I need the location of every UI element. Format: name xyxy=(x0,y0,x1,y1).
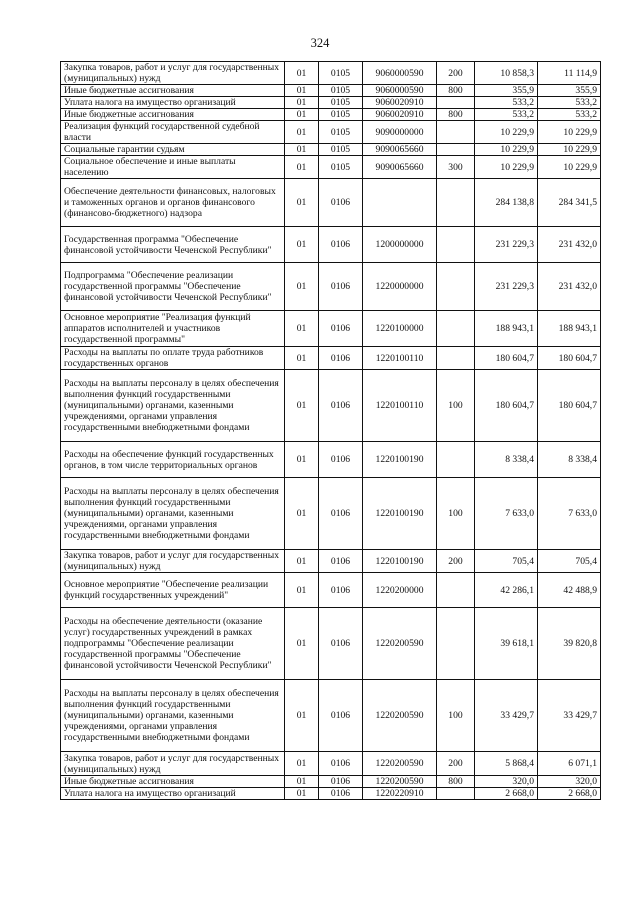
table-row xyxy=(61,573,601,608)
amount-second-year-cell: 33 429,7 xyxy=(538,680,601,752)
subsection-code-cell: 0106 xyxy=(319,788,363,800)
amount-first-year-cell: 10 229,9 xyxy=(475,144,538,156)
section-code-cell: 01 xyxy=(285,179,319,227)
expense-type-code-cell: 200 xyxy=(437,62,475,85)
table-row xyxy=(61,550,601,573)
row-name-cell: Расходы на выплаты персоналу в целях обеспечения выполнения функций государственными (муниципальными) органами, казенными учреждениями, органами управления государственными внебюджетными фондами xyxy=(61,478,285,550)
table-row xyxy=(61,370,601,442)
subsection-code-cell: 0106 xyxy=(319,573,363,608)
target-article-code-cell: 9060020910 xyxy=(363,109,437,121)
table-row xyxy=(61,179,601,227)
expense-type-code-cell xyxy=(437,311,475,347)
table-row xyxy=(61,608,601,680)
subsection-code-cell: 0106 xyxy=(319,179,363,227)
amount-second-year-cell: 533,2 xyxy=(538,109,601,121)
target-article-code-cell: 1220100110 xyxy=(363,347,437,370)
target-article-code-cell: 1220200590 xyxy=(363,608,437,680)
section-code-cell: 01 xyxy=(285,550,319,573)
expense-type-code-cell: 100 xyxy=(437,680,475,752)
amount-first-year-cell: 42 286,1 xyxy=(475,573,538,608)
amount-second-year-cell: 6 071,1 xyxy=(538,752,601,776)
row-name-cell: Социальные гарантии судьям xyxy=(61,144,285,156)
amount-first-year-cell: 5 868,4 xyxy=(475,752,538,776)
amount-first-year-cell: 2 668,0 xyxy=(475,788,538,800)
section-code-cell: 01 xyxy=(285,109,319,121)
section-code-cell: 01 xyxy=(285,370,319,442)
table-row xyxy=(61,788,601,800)
amount-second-year-cell: 705,4 xyxy=(538,550,601,573)
amount-first-year-cell: 10 229,9 xyxy=(475,156,538,179)
target-article-code-cell: 1220100190 xyxy=(363,442,437,478)
amount-second-year-cell: 2 668,0 xyxy=(538,788,601,800)
subsection-code-cell: 0105 xyxy=(319,121,363,144)
amount-second-year-cell: 188 943,1 xyxy=(538,311,601,347)
amount-second-year-cell: 231 432,0 xyxy=(538,227,601,263)
subsection-code-cell: 0105 xyxy=(319,62,363,85)
section-code-cell: 01 xyxy=(285,311,319,347)
target-article-code-cell: 1220100190 xyxy=(363,478,437,550)
row-name-cell: Закупка товаров, работ и услуг для государственных (муниципальных) нужд xyxy=(61,550,285,573)
amount-second-year-cell: 11 114,9 xyxy=(538,62,601,85)
amount-first-year-cell: 8 338,4 xyxy=(475,442,538,478)
target-article-code-cell: 1220200000 xyxy=(363,573,437,608)
subsection-code-cell: 0105 xyxy=(319,144,363,156)
table-row xyxy=(61,62,601,85)
expense-type-code-cell: 200 xyxy=(437,752,475,776)
expense-type-code-cell xyxy=(437,121,475,144)
section-code-cell: 01 xyxy=(285,573,319,608)
amount-first-year-cell: 10 229,9 xyxy=(475,121,538,144)
expense-type-code-cell xyxy=(437,179,475,227)
subsection-code-cell: 0105 xyxy=(319,109,363,121)
target-article-code-cell: 9090065660 xyxy=(363,156,437,179)
target-article-code-cell: 1220200590 xyxy=(363,752,437,776)
amount-second-year-cell: 533,2 xyxy=(538,97,601,109)
expense-type-code-cell: 800 xyxy=(437,776,475,788)
table-row xyxy=(61,752,601,776)
expense-type-code-cell: 100 xyxy=(437,478,475,550)
expense-type-code-cell xyxy=(437,144,475,156)
amount-second-year-cell: 284 341,5 xyxy=(538,179,601,227)
amount-first-year-cell: 180 604,7 xyxy=(475,347,538,370)
page-number: 324 xyxy=(310,36,330,50)
expense-type-code-cell xyxy=(437,788,475,800)
amount-first-year-cell: 7 633,0 xyxy=(475,478,538,550)
amount-first-year-cell: 10 858,3 xyxy=(475,62,538,85)
row-name-cell: Расходы на выплаты персоналу в целях обеспечения выполнения функций государственными (муниципальными) органами, казенными учреждениями, органами управления государственными внебюджетными фондами xyxy=(61,680,285,752)
row-name-cell: Подпрограмма "Обеспечение реализации государственной программы "Обеспечение финансовой устойчивости Чеченской Республики" xyxy=(61,263,285,311)
table-row xyxy=(61,144,601,156)
amount-first-year-cell: 188 943,1 xyxy=(475,311,538,347)
table-row xyxy=(61,442,601,478)
section-code-cell: 01 xyxy=(285,263,319,311)
amount-second-year-cell: 10 229,9 xyxy=(538,144,601,156)
subsection-code-cell: 0106 xyxy=(319,370,363,442)
amount-first-year-cell: 320,0 xyxy=(475,776,538,788)
amount-second-year-cell: 10 229,9 xyxy=(538,156,601,179)
table-row xyxy=(61,227,601,263)
table-row xyxy=(61,311,601,347)
target-article-code-cell xyxy=(363,179,437,227)
expense-type-code-cell xyxy=(437,227,475,263)
target-article-code-cell: 9090065660 xyxy=(363,144,437,156)
amount-second-year-cell: 231 432,0 xyxy=(538,263,601,311)
target-article-code-cell: 1200000000 xyxy=(363,227,437,263)
amount-first-year-cell: 231 229,3 xyxy=(475,227,538,263)
target-article-code-cell: 1220100110 xyxy=(363,370,437,442)
row-name-cell: Основное мероприятие "Реализация функций аппаратов исполнителей и участников государственной программы" xyxy=(61,311,285,347)
table-row xyxy=(61,347,601,370)
expense-type-code-cell: 800 xyxy=(437,85,475,97)
expense-type-code-cell xyxy=(437,263,475,311)
table-row xyxy=(61,85,601,97)
expense-type-code-cell: 800 xyxy=(437,109,475,121)
row-name-cell: Иные бюджетные ассигнования xyxy=(61,109,285,121)
table-row xyxy=(61,109,601,121)
budget-table-body xyxy=(61,62,601,800)
amount-first-year-cell: 180 604,7 xyxy=(475,370,538,442)
row-name-cell: Закупка товаров, работ и услуг для государственных (муниципальных) нужд xyxy=(61,752,285,776)
section-code-cell: 01 xyxy=(285,680,319,752)
expense-type-code-cell: 100 xyxy=(437,370,475,442)
budget-table xyxy=(60,61,601,800)
section-code-cell: 01 xyxy=(285,478,319,550)
row-name-cell: Расходы на обеспечение деятельности (оказание услуг) государственных учреждений в рамках подпрограммы "Обеспечение реализации государственной программы "Обеспечение финансовой устойчивости Чеченской Республики" xyxy=(61,608,285,680)
amount-first-year-cell: 355,9 xyxy=(475,85,538,97)
amount-second-year-cell: 180 604,7 xyxy=(538,347,601,370)
expense-type-code-cell: 300 xyxy=(437,156,475,179)
section-code-cell: 01 xyxy=(285,442,319,478)
section-code-cell: 01 xyxy=(285,156,319,179)
target-article-code-cell: 1220200590 xyxy=(363,680,437,752)
section-code-cell: 01 xyxy=(285,85,319,97)
table-row xyxy=(61,156,601,179)
expense-type-code-cell xyxy=(437,97,475,109)
amount-second-year-cell: 180 604,7 xyxy=(538,370,601,442)
row-name-cell: Иные бюджетные ассигнования xyxy=(61,776,285,788)
subsection-code-cell: 0105 xyxy=(319,85,363,97)
subsection-code-cell: 0106 xyxy=(319,776,363,788)
target-article-code-cell: 1220100000 xyxy=(363,311,437,347)
target-article-code-cell: 1220200590 xyxy=(363,776,437,788)
amount-second-year-cell: 10 229,9 xyxy=(538,121,601,144)
row-name-cell: Расходы на выплаты по оплате труда работников государственных органов xyxy=(61,347,285,370)
section-code-cell: 01 xyxy=(285,144,319,156)
amount-second-year-cell: 7 633,0 xyxy=(538,478,601,550)
subsection-code-cell: 0106 xyxy=(319,311,363,347)
amount-second-year-cell: 320,0 xyxy=(538,776,601,788)
table-row xyxy=(61,776,601,788)
row-name-cell: Реализация функций государственной судебной власти xyxy=(61,121,285,144)
row-name-cell: Уплата налога на имущество организаций xyxy=(61,97,285,109)
row-name-cell: Иные бюджетные ассигнования xyxy=(61,85,285,97)
amount-first-year-cell: 533,2 xyxy=(475,109,538,121)
section-code-cell: 01 xyxy=(285,752,319,776)
amount-second-year-cell: 355,9 xyxy=(538,85,601,97)
row-name-cell: Социальное обеспечение и иные выплаты населению xyxy=(61,156,285,179)
expense-type-code-cell xyxy=(437,442,475,478)
amount-first-year-cell: 533,2 xyxy=(475,97,538,109)
expense-type-code-cell xyxy=(437,608,475,680)
table-row xyxy=(61,121,601,144)
target-article-code-cell: 9060000590 xyxy=(363,62,437,85)
section-code-cell: 01 xyxy=(285,62,319,85)
section-code-cell: 01 xyxy=(285,608,319,680)
section-code-cell: 01 xyxy=(285,97,319,109)
expense-type-code-cell: 200 xyxy=(437,550,475,573)
section-code-cell: 01 xyxy=(285,121,319,144)
subsection-code-cell: 0106 xyxy=(319,227,363,263)
subsection-code-cell: 0106 xyxy=(319,608,363,680)
subsection-code-cell: 0106 xyxy=(319,263,363,311)
subsection-code-cell: 0106 xyxy=(319,550,363,573)
section-code-cell: 01 xyxy=(285,776,319,788)
table-row xyxy=(61,478,601,550)
amount-first-year-cell: 33 429,7 xyxy=(475,680,538,752)
row-name-cell: Обеспечение деятельности финансовых, налоговых и таможенных органов и органов финансового (финансово-бюджетного) надзора xyxy=(61,179,285,227)
table-row xyxy=(61,263,601,311)
row-name-cell: Государственная программа "Обеспечение финансовой устойчивости Чеченской Республики" xyxy=(61,227,285,263)
row-name-cell: Расходы на обеспечение функций государственных органов, в том числе территориальных органов xyxy=(61,442,285,478)
subsection-code-cell: 0106 xyxy=(319,752,363,776)
subsection-code-cell: 0106 xyxy=(319,347,363,370)
section-code-cell: 01 xyxy=(285,227,319,263)
row-name-cell: Закупка товаров, работ и услуг для государственных (муниципальных) нужд xyxy=(61,62,285,85)
expense-type-code-cell xyxy=(437,573,475,608)
amount-second-year-cell: 39 820,8 xyxy=(538,608,601,680)
amount-first-year-cell: 39 618,1 xyxy=(475,608,538,680)
amount-second-year-cell: 42 488,9 xyxy=(538,573,601,608)
row-name-cell: Расходы на выплаты персоналу в целях обеспечения выполнения функций государственными (муниципальными) органами, казенными учреждениями, органами управления государственными внебюджетными фондами xyxy=(61,370,285,442)
target-article-code-cell: 9060020910 xyxy=(363,97,437,109)
section-code-cell: 01 xyxy=(285,347,319,370)
target-article-code-cell: 1220100190 xyxy=(363,550,437,573)
target-article-code-cell: 1220000000 xyxy=(363,263,437,311)
row-name-cell: Уплата налога на имущество организаций xyxy=(61,788,285,800)
target-article-code-cell: 9090000000 xyxy=(363,121,437,144)
amount-first-year-cell: 284 138,8 xyxy=(475,179,538,227)
subsection-code-cell: 0105 xyxy=(319,97,363,109)
amount-second-year-cell: 8 338,4 xyxy=(538,442,601,478)
target-article-code-cell: 1220220910 xyxy=(363,788,437,800)
table-row xyxy=(61,97,601,109)
subsection-code-cell: 0105 xyxy=(319,156,363,179)
target-article-code-cell: 9060000590 xyxy=(363,85,437,97)
table-row xyxy=(61,680,601,752)
subsection-code-cell: 0106 xyxy=(319,442,363,478)
amount-first-year-cell: 705,4 xyxy=(475,550,538,573)
expense-type-code-cell xyxy=(437,347,475,370)
amount-first-year-cell: 231 229,3 xyxy=(475,263,538,311)
subsection-code-cell: 0106 xyxy=(319,478,363,550)
row-name-cell: Основное мероприятие "Обеспечение реализации функций государственных учреждений" xyxy=(61,573,285,608)
subsection-code-cell: 0106 xyxy=(319,680,363,752)
section-code-cell: 01 xyxy=(285,788,319,800)
